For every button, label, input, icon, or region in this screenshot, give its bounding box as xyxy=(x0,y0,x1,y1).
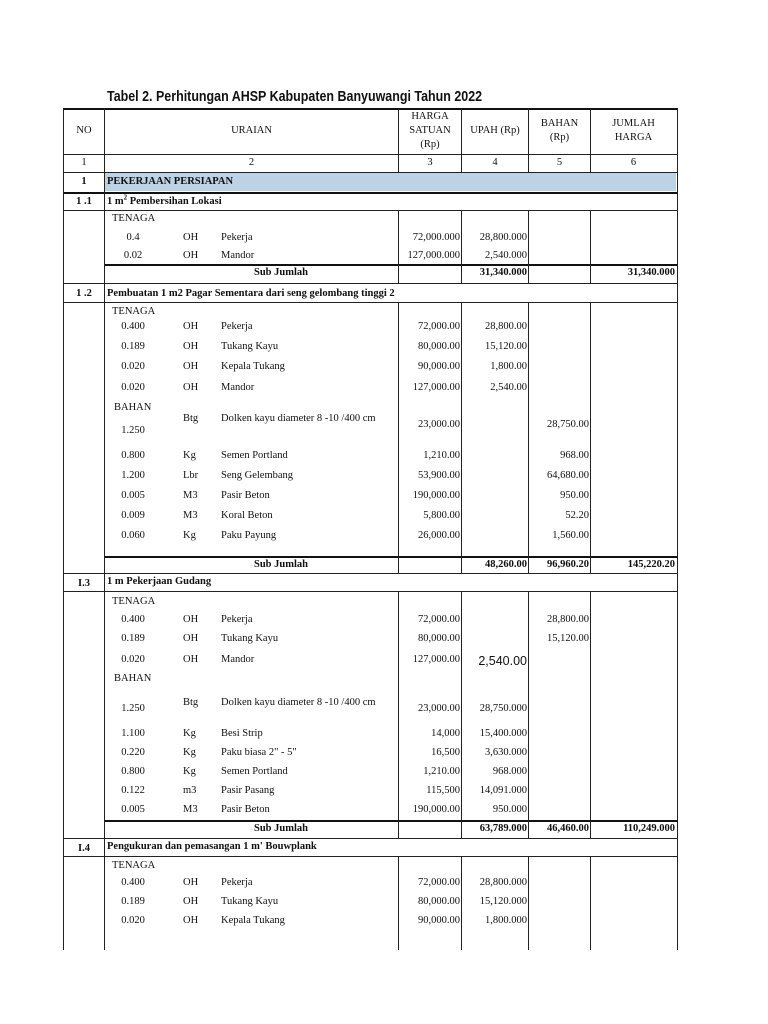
description: Paku Payung xyxy=(221,530,277,541)
unit: Btg xyxy=(183,697,199,708)
grid-line xyxy=(63,838,677,839)
unit: OH xyxy=(183,614,199,625)
bahan: 28,800.00 xyxy=(547,614,589,625)
description: Koral Beton xyxy=(221,510,273,521)
grid-line xyxy=(677,108,678,950)
grid-line xyxy=(63,172,677,173)
bahan: 950.00 xyxy=(560,490,589,501)
coefficient: 0.009 xyxy=(121,510,145,521)
grid-line xyxy=(528,591,529,838)
upah: 63,789.000 xyxy=(479,823,527,834)
coefficient: 0.400 xyxy=(121,877,145,888)
unit: OH xyxy=(183,896,199,907)
harga-satuan: 23,000.00 xyxy=(418,703,460,714)
description: Pasir Pasang xyxy=(221,785,275,796)
coefficient: 0.02 xyxy=(123,250,143,261)
tenaga-label: TENAGA xyxy=(112,596,156,607)
coefficient: 0.400 xyxy=(121,614,145,625)
description: Mandor xyxy=(221,382,255,393)
bahan: 28,750.00 xyxy=(547,419,589,430)
coefficient: 0.220 xyxy=(121,747,145,758)
harga-satuan: 127,000.00 xyxy=(412,382,460,393)
unit: OH xyxy=(183,382,199,393)
coefficient: 0.005 xyxy=(121,804,145,815)
harga-satuan: 1,210.00 xyxy=(423,766,460,777)
grid-line xyxy=(590,108,591,172)
harga-satuan: 14,000 xyxy=(431,728,460,739)
description: Dolken kayu diameter 8 -10 /400 cm xyxy=(221,697,376,708)
tenaga-label: TENAGA xyxy=(112,213,156,224)
unit: M3 xyxy=(183,490,198,501)
unit: OH xyxy=(183,232,199,243)
grid-line xyxy=(63,856,677,857)
upah: 2,540.000 xyxy=(485,250,527,261)
grid-line xyxy=(398,302,399,573)
upah: 1,800.000 xyxy=(485,915,527,926)
grid-line xyxy=(461,108,462,172)
header-harga-satuan-1: HARGA xyxy=(411,111,449,122)
col-number: 1 xyxy=(81,157,87,168)
coefficient: 1.250 xyxy=(121,703,145,714)
description: Pasir Beton xyxy=(221,490,270,501)
tenaga-label: TENAGA xyxy=(112,306,156,317)
tenaga-label: TENAGA xyxy=(112,860,156,871)
grid-line xyxy=(104,108,105,950)
harga-satuan: 127,000.000 xyxy=(407,250,460,261)
grid-line xyxy=(590,210,591,283)
unit: Kg xyxy=(183,747,196,758)
grid-line xyxy=(398,210,399,283)
unit: Kg xyxy=(183,728,196,739)
section-number: 1 xyxy=(81,176,87,187)
coefficient: 0.400 xyxy=(121,321,145,332)
item-title: Pembuatan 1 m2 Pagar Sementara dari seng gelombang tinggi 2 xyxy=(107,288,395,299)
header-uraian: URAIAN xyxy=(231,125,272,136)
table-title: Tabel 2. Perhitungan AHSP Kabupaten Banyuwangi Tahun 2022 xyxy=(107,89,483,105)
upah: 28,800.000 xyxy=(479,877,527,888)
grid-line xyxy=(63,154,677,155)
harga-satuan: 127,000.00 xyxy=(412,654,460,665)
coefficient: 0.020 xyxy=(121,361,145,372)
upah: 15,400.000 xyxy=(479,728,527,739)
upah: 28,800.00 xyxy=(485,321,527,332)
item-number: I.4 xyxy=(78,843,90,854)
sub-jumlah-label: Sub Jumlah xyxy=(254,267,308,278)
col-number: 2 xyxy=(248,157,255,168)
bahan-label: BAHAN xyxy=(114,673,152,684)
grid-line xyxy=(590,856,591,950)
upah: 48,260.00 xyxy=(485,559,527,570)
coefficient: 1.250 xyxy=(121,425,145,436)
description: Semen Portland xyxy=(221,450,288,461)
item-title: 1 m Pekerjaan Gudang xyxy=(107,576,212,587)
grid-line xyxy=(461,856,462,950)
harga-satuan: 115,500 xyxy=(426,785,460,796)
description: Paku biasa 2" - 5" xyxy=(221,747,297,758)
unit: OH xyxy=(183,633,199,644)
coefficient: 0.020 xyxy=(121,382,145,393)
coefficient: 0.189 xyxy=(121,896,145,907)
grid-line xyxy=(105,820,677,822)
jumlah-harga: 31,340.000 xyxy=(627,267,675,278)
grid-line xyxy=(105,556,677,558)
bahan: 968.00 xyxy=(560,450,589,461)
grid-line xyxy=(63,283,677,284)
col-number: 3 xyxy=(427,157,433,168)
coefficient: 1.100 xyxy=(121,728,145,739)
harga-satuan: 72,000.00 xyxy=(418,614,460,625)
header-bahan-2: (Rp) xyxy=(549,132,570,143)
bahan-label: BAHAN xyxy=(114,402,152,413)
harga-satuan: 72,000.000 xyxy=(412,232,460,243)
unit: OH xyxy=(183,341,199,352)
upah: 15,120.00 xyxy=(485,341,527,352)
item-number: 1 .1 xyxy=(76,196,92,207)
harga-satuan: 72,000.00 xyxy=(418,877,460,888)
description: Pekerja xyxy=(221,321,253,332)
harga-satuan: 80,000.00 xyxy=(418,633,460,644)
unit: m3 xyxy=(183,785,197,796)
upah: 968.000 xyxy=(492,766,527,777)
unit: Kg xyxy=(183,530,196,541)
description: Kepala Tukang xyxy=(221,361,285,372)
sub-jumlah-label: Sub Jumlah xyxy=(254,559,308,570)
coefficient: 0.020 xyxy=(121,915,145,926)
grid-line xyxy=(528,856,529,950)
description: Kepala Tukang xyxy=(221,915,285,926)
description: Dolken kayu diameter 8 -10 /400 cm xyxy=(221,413,376,424)
item-title: 1 $m^2$ Pembersihan Lokasi xyxy=(107,193,222,207)
unit: OH xyxy=(183,361,199,372)
grid-line xyxy=(461,591,462,838)
coefficient: 0.020 xyxy=(121,654,145,665)
harga-satuan: 1,210.00 xyxy=(423,450,460,461)
item-title: Pengukuran dan pemasangan 1 m' Bouwplank xyxy=(107,841,317,852)
item-number: I.3 xyxy=(78,578,90,589)
grid-line xyxy=(63,192,677,194)
description: Tukang Kayu xyxy=(221,633,279,644)
description: Tukang Kayu xyxy=(221,896,279,907)
bahan: 46,460.00 xyxy=(547,823,589,834)
harga-satuan: 190,000.00 xyxy=(412,804,460,815)
unit: OH xyxy=(183,915,199,926)
unit: OH xyxy=(183,321,199,332)
harga-satuan: 90,000.00 xyxy=(418,915,460,926)
grid-line xyxy=(63,302,677,303)
harga-satuan: 80,000.00 xyxy=(418,896,460,907)
bahan: 96,960.20 xyxy=(547,559,589,570)
upah: 31,340.000 xyxy=(479,267,527,278)
coefficient: 0.189 xyxy=(121,341,145,352)
description: Pekerja xyxy=(221,614,253,625)
coefficient: 0.4 xyxy=(126,232,140,243)
bahan: 52.20 xyxy=(565,510,589,521)
harga-satuan: 26,000.00 xyxy=(418,530,460,541)
description: Mandor xyxy=(221,654,255,665)
header-harga-satuan-3: (Rp) xyxy=(420,139,440,150)
harga-satuan: 16,500 xyxy=(431,747,460,758)
grid-line xyxy=(528,210,529,283)
unit: Kg xyxy=(183,766,196,777)
description: Mandor xyxy=(221,250,255,261)
sub-jumlah-label: Sub Jumlah xyxy=(254,823,308,834)
jumlah-harga: 145,220.20 xyxy=(627,559,675,570)
grid-line xyxy=(63,108,677,110)
harga-satuan: 90,000.00 xyxy=(418,361,460,372)
coefficient: 0.800 xyxy=(121,450,145,461)
bahan: 1,560.00 xyxy=(552,530,589,541)
grid-line xyxy=(528,108,529,172)
col-number: 5 xyxy=(556,157,563,168)
grid-line xyxy=(528,302,529,573)
coefficient: 0.005 xyxy=(121,490,145,501)
unit: OH xyxy=(183,877,199,888)
unit: Btg xyxy=(183,413,199,424)
bahan: 64,680.00 xyxy=(547,470,589,481)
upah: 2,540.00 xyxy=(490,382,527,393)
grid-line xyxy=(63,210,677,211)
header-bahan-1: BAHAN xyxy=(540,118,579,129)
unit: Lbr xyxy=(183,470,199,481)
coefficient: 0.189 xyxy=(121,633,145,644)
description: Pekerja xyxy=(221,232,253,243)
harga-satuan: 53,900.00 xyxy=(418,470,460,481)
description: Pekerja xyxy=(221,877,253,888)
grid-line xyxy=(590,302,591,573)
upah: 28,750.000 xyxy=(479,703,527,714)
coefficient: 1.200 xyxy=(121,470,145,481)
harga-satuan: 5,800.00 xyxy=(423,510,460,521)
upah: 15,120.000 xyxy=(479,896,527,907)
harga-satuan: 72,000.00 xyxy=(418,321,460,332)
description: Besi Strip xyxy=(221,728,263,739)
header-jumlah-1: JUMLAH xyxy=(612,118,655,129)
grid-line xyxy=(398,856,399,950)
unit: Kg xyxy=(183,450,196,461)
unit: M3 xyxy=(183,510,198,521)
col-number: 4 xyxy=(492,157,498,168)
description: Seng Gelembang xyxy=(221,470,294,481)
grid-line xyxy=(398,591,399,838)
grid-line xyxy=(63,591,677,592)
upah: 14,091.000 xyxy=(479,785,527,796)
header-upah: UPAH (Rp) xyxy=(470,125,520,136)
unit: OH xyxy=(183,250,199,261)
grid-line xyxy=(461,210,462,283)
description: Pasir Beton xyxy=(221,804,270,815)
col-number: 6 xyxy=(630,157,637,168)
grid-line xyxy=(461,302,462,573)
coefficient: 0.800 xyxy=(121,766,145,777)
upah: 950.000 xyxy=(492,804,527,815)
header-no: NO xyxy=(76,125,92,136)
harga-satuan: 80,000.00 xyxy=(418,341,460,352)
section-title: PEKERJAAN PERSIAPAN xyxy=(107,176,234,187)
item-number: 1 .2 xyxy=(76,288,92,299)
upah: 28,800.000 xyxy=(479,232,527,243)
header-jumlah-2: HARGA xyxy=(614,132,653,143)
description: Semen Portland xyxy=(221,766,288,777)
upah: 2,540.00 xyxy=(478,654,527,668)
unit: OH xyxy=(183,654,199,665)
description: Tukang Kayu xyxy=(221,341,279,352)
grid-line xyxy=(105,264,677,266)
coefficient: 0.122 xyxy=(121,785,145,796)
grid-line xyxy=(63,108,64,950)
harga-satuan: 23,000.00 xyxy=(418,419,460,430)
bahan: 15,120.00 xyxy=(547,633,589,644)
grid-line xyxy=(63,573,677,574)
unit: M3 xyxy=(183,804,198,815)
grid-line xyxy=(590,591,591,838)
header-harga-satuan-2: SATUAN xyxy=(409,125,451,136)
grid-line xyxy=(398,108,399,172)
harga-satuan: 190,000.00 xyxy=(412,490,460,501)
jumlah-harga: 110,249.000 xyxy=(623,823,675,834)
coefficient: 0.060 xyxy=(121,530,145,541)
upah: 3,630.000 xyxy=(485,747,527,758)
upah: 1,800.00 xyxy=(490,361,527,372)
